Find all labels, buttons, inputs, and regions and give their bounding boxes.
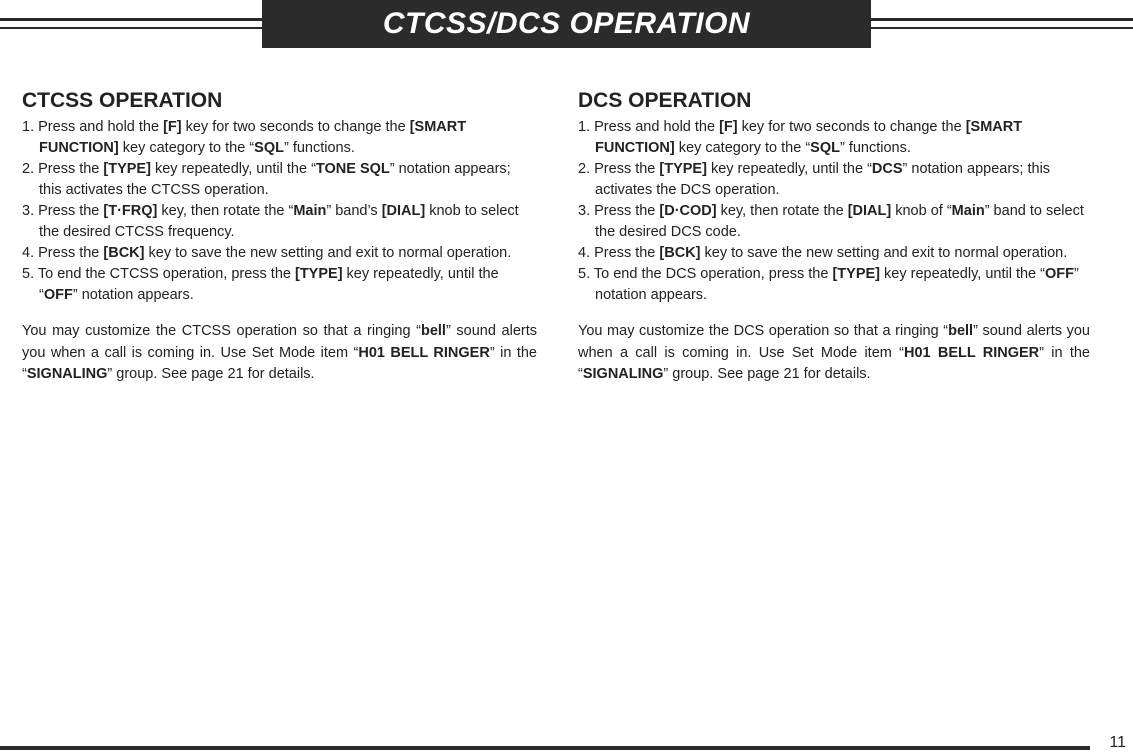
step-text: ” notation appears. [72,287,194,303]
note-text: ” in the “ [22,344,537,382]
step-text: ” band’s [326,203,382,219]
step-number: 5. [22,266,35,282]
note-text: ” sound alerts you when a call is coming in. Use Set Mode item “ [578,323,1090,361]
step-number: 4. [578,245,591,261]
step-text: Press the [38,245,104,261]
note-text: You may customize the DCS operation so that a ringing “ [578,323,949,339]
step-text: key category to the “ [674,140,811,156]
key-label: [T·FRQ] [103,203,158,219]
key-label: SQL [810,140,840,156]
dcs-note [578,321,1090,386]
note-emphasis: bell [420,323,446,339]
step-text: key, then rotate the “ [157,203,294,219]
step-text: Press the [594,203,660,219]
step-text: key repeatedly, until the “ [706,161,872,177]
key-label: OFF [43,287,73,303]
step-text: To end the DCS operation, press the [593,266,833,282]
dcs-step-1 [578,117,1090,159]
key-label: [TYPE] [659,161,707,177]
step-text: To end the CTCSS operation, press the [37,266,295,282]
step-text: key for two seconds to change the [181,119,410,135]
header-rule-right-thick [871,18,1133,21]
step-text: key category to the “ [118,140,255,156]
header-rule-left-thin [0,27,262,29]
note-text: You may customize the CTCSS operation so that a ringing “ [22,323,421,339]
key-label: DCS [871,161,903,177]
key-label: Main [293,203,327,219]
key-label: [F] [163,119,182,135]
ctcss-step-2 [22,159,537,201]
step-text: Press the [594,245,660,261]
key-label: [BCK] [103,245,145,261]
header-rule-left-thick [0,18,262,21]
step-text: Press the [594,161,660,177]
note-emphasis: SIGNALING [582,366,664,382]
step-number: 5. [578,266,591,282]
key-label: Main [951,203,985,219]
ctcss-note [22,321,537,386]
step-text: ” notation appears; this activates the DCS operation. [595,161,1051,198]
dcs-step-4 [578,243,1090,264]
note-text: ” sound alerts you when a call is coming in. Use Set Mode item “ [22,323,537,361]
dcs-step-5 [578,264,1090,306]
step-number: 3. [22,203,35,219]
step-text: knob to select the desired CTCSS frequency. [39,203,519,240]
footer-rule [0,746,1090,750]
note-emphasis: H01 BELL RINGER [903,344,1040,361]
step-text: ” notation appears; this activates the CTCSS operation. [39,161,511,198]
ctcss-step-1 [22,117,537,159]
step-number: 3. [578,203,591,219]
key-label: [SMART FUNCTION] [39,119,467,156]
step-text: Press and hold the [594,119,720,135]
ctcss-steps [22,117,537,306]
ctcss-step-5 [22,264,537,306]
key-label: SQL [254,140,284,156]
dcs-section [578,88,1090,386]
ctcss-step-4 [22,243,537,264]
step-number: 1. [22,119,35,135]
key-label: [D·COD] [659,203,717,219]
ctcss-step-3 [22,201,537,243]
dcs-heading: DCS OPERATION [578,89,752,112]
key-label: [DIAL] [381,203,426,219]
step-text: knob of “ [891,203,952,219]
note-emphasis: bell [948,323,974,339]
page-number: 11 [1109,734,1126,751]
note-text: ” group. See page 21 for details. [663,366,871,382]
step-number: 2. [22,161,35,177]
step-number: 1. [578,119,591,135]
key-label: [SMART FUNCTION] [595,119,1023,156]
step-text: key repeatedly, until the “ [150,161,316,177]
dcs-step-2 [578,159,1090,201]
note-emphasis: SIGNALING [26,366,108,382]
key-label: OFF [1044,266,1074,282]
header-bar [0,0,1133,48]
note-text: ” group. See page 21 for details. [107,366,315,382]
step-text: key to save the new setting and exit to normal operation. [144,245,512,261]
key-label: [TYPE] [832,266,880,282]
step-text: key repeatedly, until the “ [39,266,499,303]
ctcss-heading: CTCSS OPERATION [22,89,223,112]
step-text: key for two seconds to change the [737,119,966,135]
step-text: Press the [38,203,104,219]
key-label: [TYPE] [295,266,343,282]
key-label: [TYPE] [103,161,151,177]
dcs-step-3 [578,201,1090,243]
key-label: [BCK] [659,245,701,261]
key-label: [DIAL] [847,203,892,219]
note-emphasis: H01 BELL RINGER [358,344,490,361]
note-text: ” in the “ [578,344,1090,382]
step-text: ” functions. [839,140,911,156]
step-text: key to save the new setting and exit to normal operation. [700,245,1068,261]
ctcss-section [22,88,537,386]
header-rule-right-thin [871,27,1133,29]
step-text: ” band to select the desired DCS code. [595,203,1084,240]
step-text: ” functions. [283,140,355,156]
step-number: 2. [578,161,591,177]
page-title: CTCSS/DCS OPERATION [262,0,871,48]
step-number: 4. [22,245,35,261]
step-text: ” notation appears. [595,266,1079,303]
step-text: key, then rotate the [716,203,848,219]
step-text: key repeatedly, until the “ [880,266,1045,282]
dcs-steps [578,117,1090,306]
step-text: Press the [38,161,104,177]
step-text: Press and hold the [38,119,164,135]
key-label: [F] [719,119,738,135]
key-label: TONE SQL [315,161,390,177]
